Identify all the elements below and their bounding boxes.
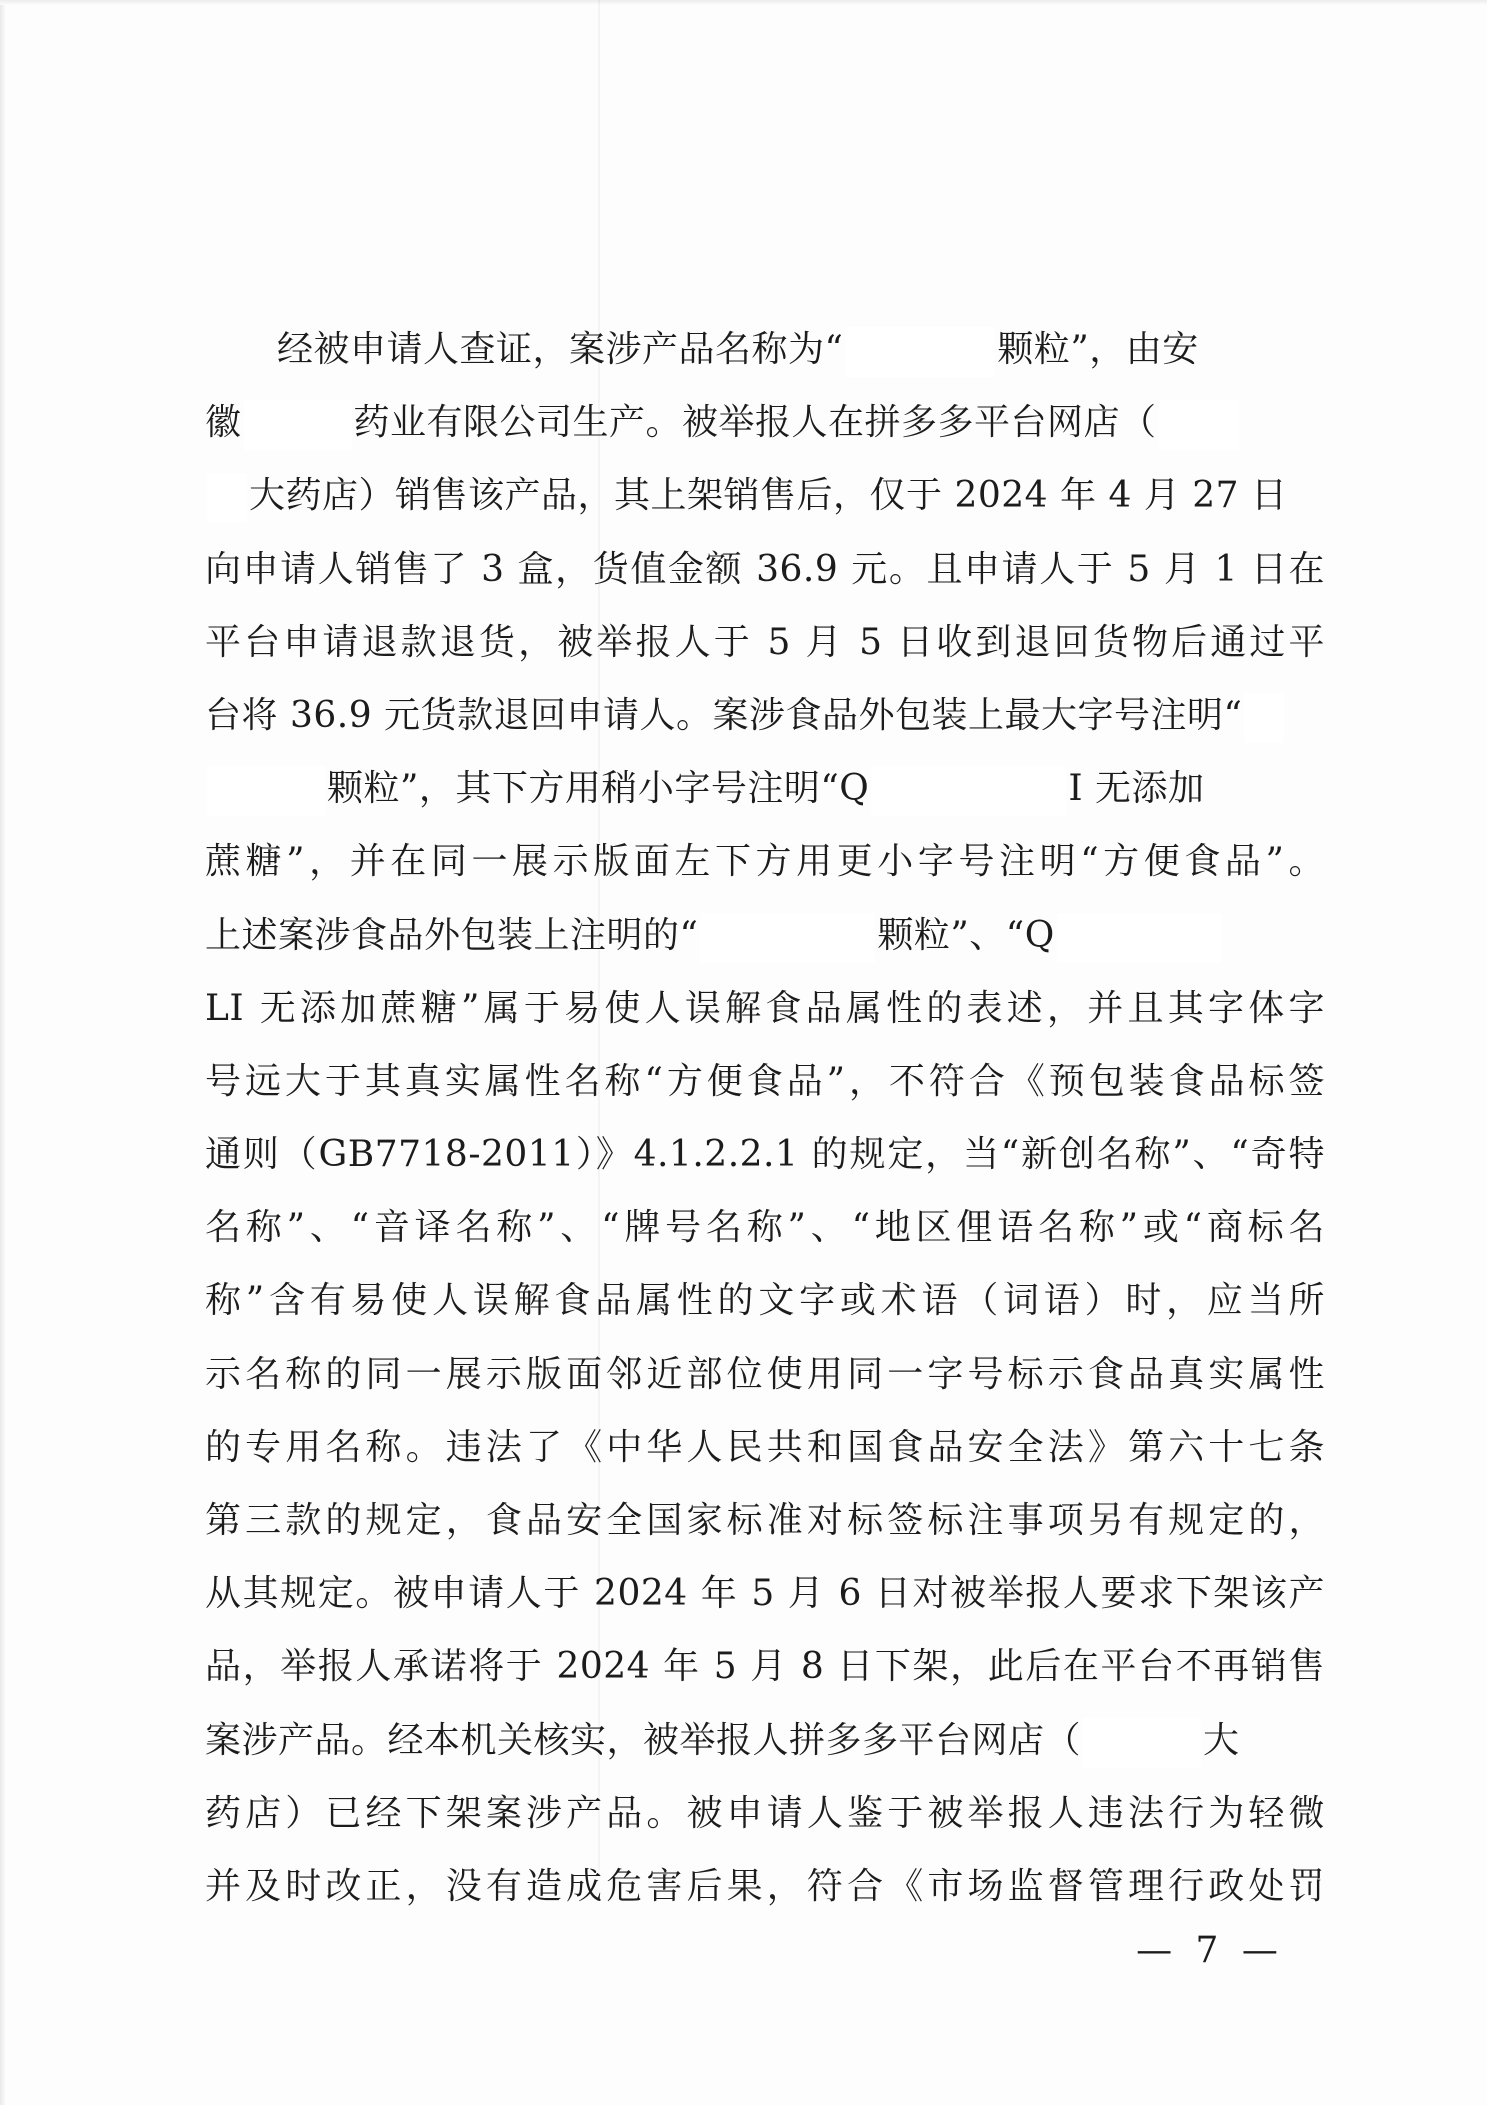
text-line: 蔗糖”，并在同一展示版面左下方用更小字号注明“方便食品”。 <box>205 841 1325 883</box>
scan-edge <box>0 0 6 2105</box>
redaction-box <box>1159 400 1239 450</box>
text-line: 平台申请退款退货，被举报人于 5 月 5 日收到退回货物后通过平 <box>205 621 1325 663</box>
body-paragraph <box>205 313 1325 1923</box>
text-line: 从其规定。被申请人于 2024 年 5 月 6 日对被举报人要求下架该产 <box>205 1573 1325 1615</box>
text-line <box>205 313 1325 386</box>
line-text: 大 <box>1203 1719 1240 1761</box>
text-line: 药店）已经下架案涉产品。被申请人鉴于被举报人违法行为轻微 <box>205 1792 1325 1834</box>
scan-edge-top <box>0 0 1487 5</box>
line-text: 大药店）销售该产品，其上架销售后，仅于 2024 年 4 月 27 日 <box>249 475 1288 517</box>
text-line: 向申请人销售了 3 盒，货值金额 36.9 元。且申请人于 5 月 1 日在 <box>205 548 1325 590</box>
text-line <box>205 459 1325 532</box>
text-line: 通则（GB7718-2011）》4.1.2.2.1 的规定，当“新创名称”、“奇特 <box>205 1134 1325 1176</box>
redaction-box <box>207 766 325 816</box>
text-line: 称”含有易使人误解食品属性的文字或术语（词语）时，应当所 <box>205 1280 1325 1322</box>
text-line <box>205 899 1325 972</box>
line-text: 颗粒”、“Q <box>877 914 1055 956</box>
line-text: 上述案涉食品外包装上注明的“ <box>205 914 699 956</box>
line-text: I 无添加 <box>1068 768 1205 810</box>
text-line: 号远大于其真实属性名称“方便食品”，不符合《预包装食品标签 <box>205 1060 1325 1102</box>
line-text: 药业有限公司生产。被举报人在拼多多平台网店（ <box>353 402 1157 444</box>
text-line: 并及时改正，没有造成危害后果，符合《市场监督管理行政处罚 <box>205 1865 1325 1907</box>
redaction-box <box>845 327 995 377</box>
redaction-box <box>700 913 875 963</box>
text-line: 品，举报人承诺将于 2024 年 5 月 8 日下架，此后在平台不再销售 <box>205 1646 1325 1688</box>
line-text: 台将 36.9 元货款退回申请人。案涉食品外包装上最大字号注明“ <box>205 694 1243 736</box>
line-text: 经被申请人查证，案涉产品名称为“ <box>277 329 844 370</box>
text-line <box>205 1704 1325 1777</box>
redaction-box <box>871 766 1066 816</box>
line-text: 徽 <box>205 402 242 444</box>
redaction-box <box>244 400 352 450</box>
text-line <box>205 386 1325 459</box>
text-line: 名称”、“音译名称”、“牌号名称”、“地区俚语名称”或“商标名 <box>205 1207 1325 1249</box>
text-line <box>205 679 1325 752</box>
line-text: 案涉产品。经本机关核实，被举报人拼多多平台网店（ <box>205 1719 1082 1761</box>
line-text: 颗粒”，由安 <box>997 329 1199 370</box>
text-line <box>205 752 1325 825</box>
text-line: 第三款的规定，食品安全国家标准对标签标注事项另有规定的， <box>205 1500 1325 1541</box>
redaction-box <box>207 473 247 523</box>
text-line: 的专用名称。违法了《中华人民共和国食品安全法》第六十七条 <box>205 1426 1325 1468</box>
redaction-box <box>1244 693 1284 743</box>
redaction-box <box>1083 1718 1201 1768</box>
line-text: 颗粒”，其下方用稍小字号注明“Q <box>327 768 870 810</box>
page-number: — 7 — <box>1136 1930 1284 1971</box>
redaction-box <box>1057 913 1222 963</box>
text-line: LI 无添加蔗糖”属于易使人误解食品属性的表述，并且其字体字 <box>205 987 1325 1029</box>
text-line: 示名称的同一展示版面邻近部位使用同一字号标示食品真实属性 <box>205 1353 1325 1395</box>
